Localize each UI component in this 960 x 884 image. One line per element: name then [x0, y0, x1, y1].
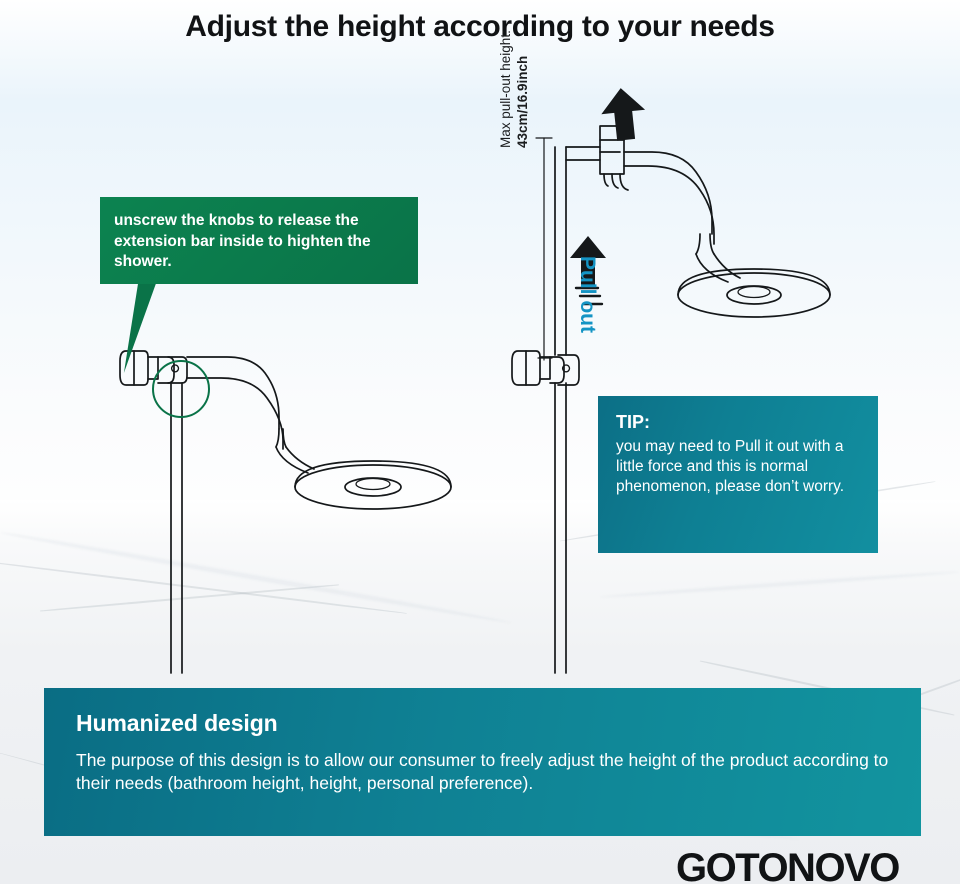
banner-text: The purpose of this design is to allow our consumer to freely adjust the height of the product according to their needs (bathroom height, height, personal preference).: [76, 750, 889, 794]
tip-box: [598, 396, 878, 553]
max-pullout-label: [498, 0, 532, 148]
green-callout-text: unscrew the knobs to release the extension bar inside to highten the shower.: [114, 212, 371, 271]
max-pullout-line1: Max pull-out height:: [498, 30, 513, 148]
max-pullout-line2: 43cm/16.9inch: [514, 55, 530, 148]
green-callout-box: [100, 197, 418, 284]
up-arrow-top: [599, 86, 648, 142]
banner-title: Humanized design: [76, 710, 278, 736]
tip-text: you may need to Pull it out with a little force and this is normal phenomenon, please don’t worry.: [616, 438, 845, 496]
brand-logo: GOTONOVO: [676, 846, 899, 884]
humanized-design-banner: [44, 688, 921, 836]
page-title: Adjust the height according to your needs: [185, 10, 775, 43]
knob-highlight-circle: [152, 360, 210, 418]
pull-out-label: Pull out: [576, 256, 599, 333]
tip-title: TIP:: [616, 412, 650, 432]
